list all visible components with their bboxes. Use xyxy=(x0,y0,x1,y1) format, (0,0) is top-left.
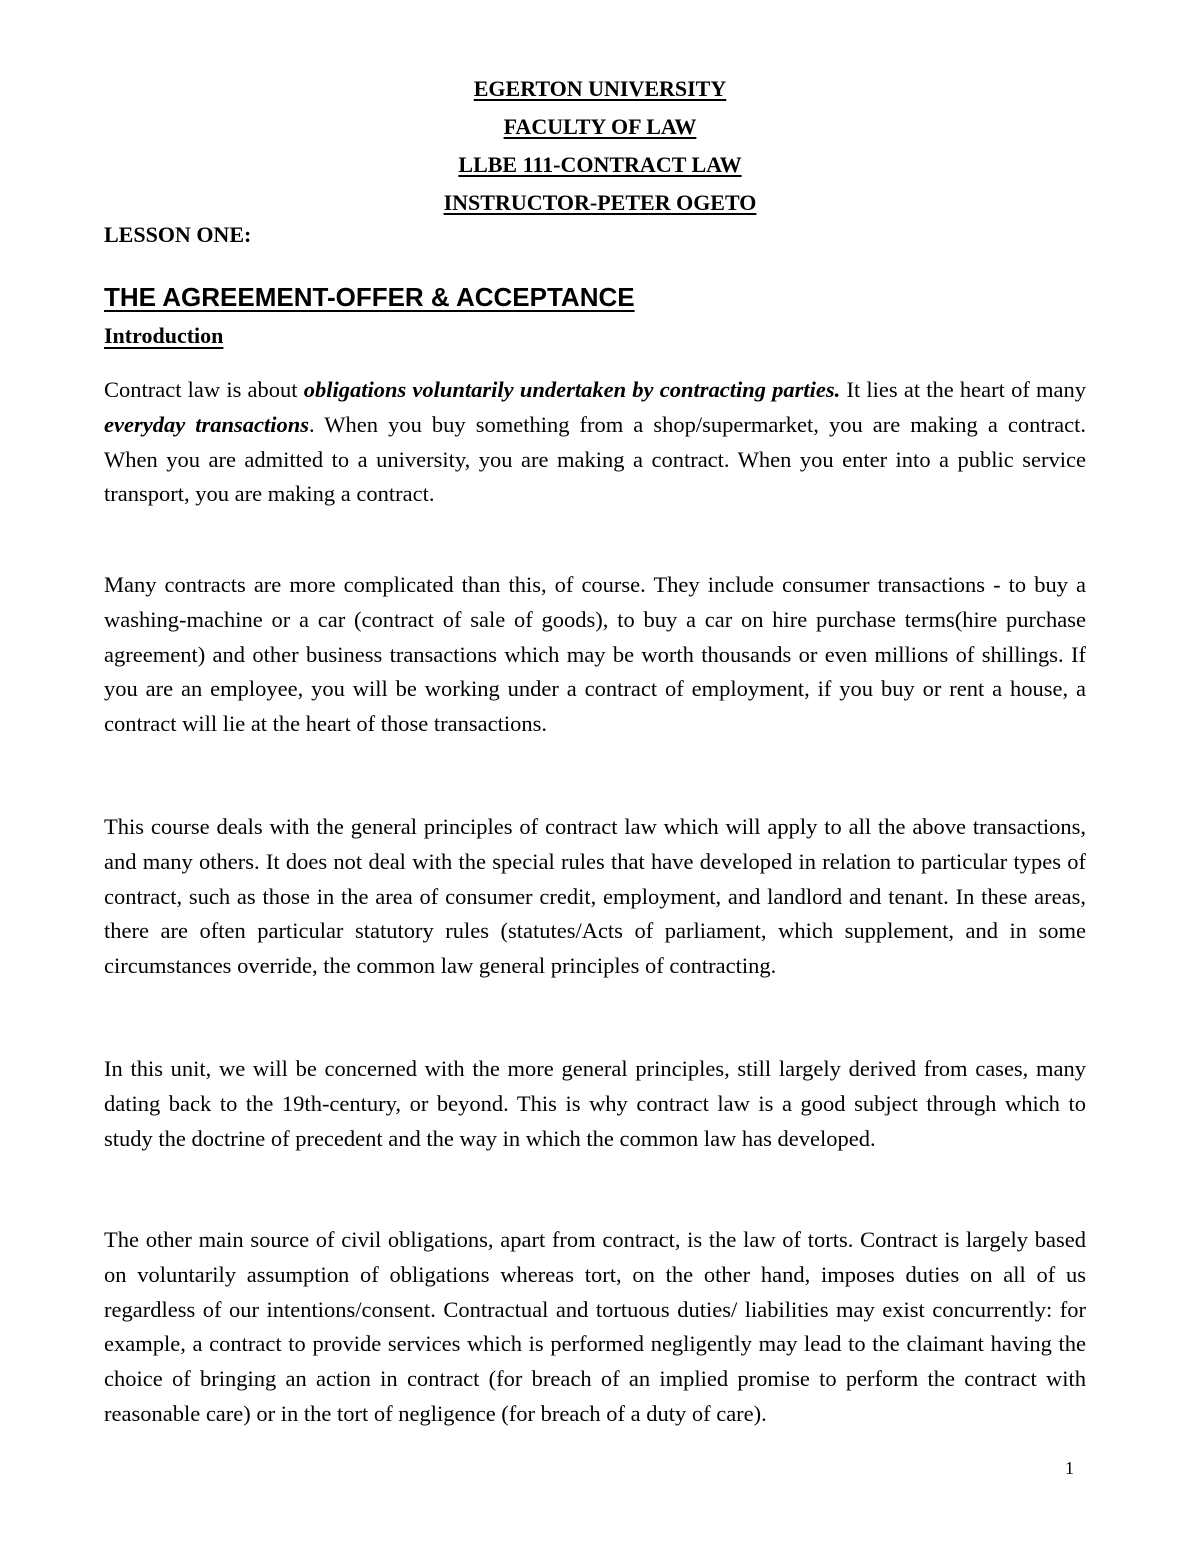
section-heading: Introduction xyxy=(104,323,224,348)
paragraph-1-text-a: Contract law is about xyxy=(104,377,304,402)
university-title-text: EGERTON UNIVERSITY xyxy=(473,76,727,101)
paragraph-1-text-c: It lies at the heart of many xyxy=(840,377,1086,402)
topic-title: THE AGREEMENT-OFFER & ACCEPTANCE xyxy=(104,282,635,312)
course-title xyxy=(0,152,1200,178)
paragraph-1-emphasis-transactions: everyday transactions xyxy=(104,411,310,437)
paragraph-2: Many contracts are more complicated than this, of course. They include consumer transactions - to buy a washing-machine or a car (contract of sale of goods), to buy a car on hire purchase terms(hire purchase agreement) and other business transactions which may be worth thousands or even millions of shillings. If you are an employee, you will be working under a contract of employment, if you buy or rent a house, a contract will lie at the heart of those transactions. xyxy=(104,572,1086,737)
faculty-title-text: FACULTY OF LAW xyxy=(503,114,697,139)
paragraph-1-text-e: . When you buy something from a shop/supermarket, you are making a contract. When you are admitted to a university, you are making a contract. When you enter into a public service transport, you are making a contract. xyxy=(104,411,1086,507)
lesson-label: LESSON ONE: xyxy=(104,222,252,247)
faculty-title xyxy=(0,114,1200,140)
paragraph-4: In this unit, we will be concerned with the more general principles, still largely derived from cases, many dating back to the 19th-century, or beyond. This is why contract law is a good subject through which to study the doctrine of precedent and the way in which the common law has developed. xyxy=(104,1056,1086,1151)
paragraph-3: This course deals with the general principles of contract law which will apply to all the above transactions, and many others. It does not deal with the special rules that have developed in relation to particular types of contract, such as those in the area of consumer credit, employment, and landlord and tenant. In these areas, there are often particular statutory rules (statutes/Acts of parliament, which supplement, and in some circumstances override, the common law general principles of contracting. xyxy=(104,814,1086,979)
page-number: 1 xyxy=(1065,1458,1074,1478)
instructor-title-text: INSTRUCTOR-PETER OGETO xyxy=(443,190,757,215)
instructor-title xyxy=(0,190,1200,216)
paragraph-5: The other main source of civil obligations, apart from contract, is the law of torts. Contract is largely based on voluntarily assumption of obligations whereas tort, on the other hand, imposes duties on all of us regardless of our intentions/consent. Contractual and tortuous duties/ liabilities may exist concurrently: for example, a contract to provide services which is performed negligently may lead to the claimant having the choice of bringing an action in contract (for breach of an implied promise to perform the contract with reasonable care) or in the tort of negligence (for breach of a duty of care). xyxy=(104,1227,1086,1426)
course-title-text: LLBE 111-CONTRACT LAW xyxy=(458,152,742,177)
paragraph-1-emphasis-obligations: obligations voluntarily undertaken by contracting parties. xyxy=(303,377,841,402)
university-title xyxy=(0,76,1200,102)
paragraph-1 xyxy=(104,373,1086,512)
